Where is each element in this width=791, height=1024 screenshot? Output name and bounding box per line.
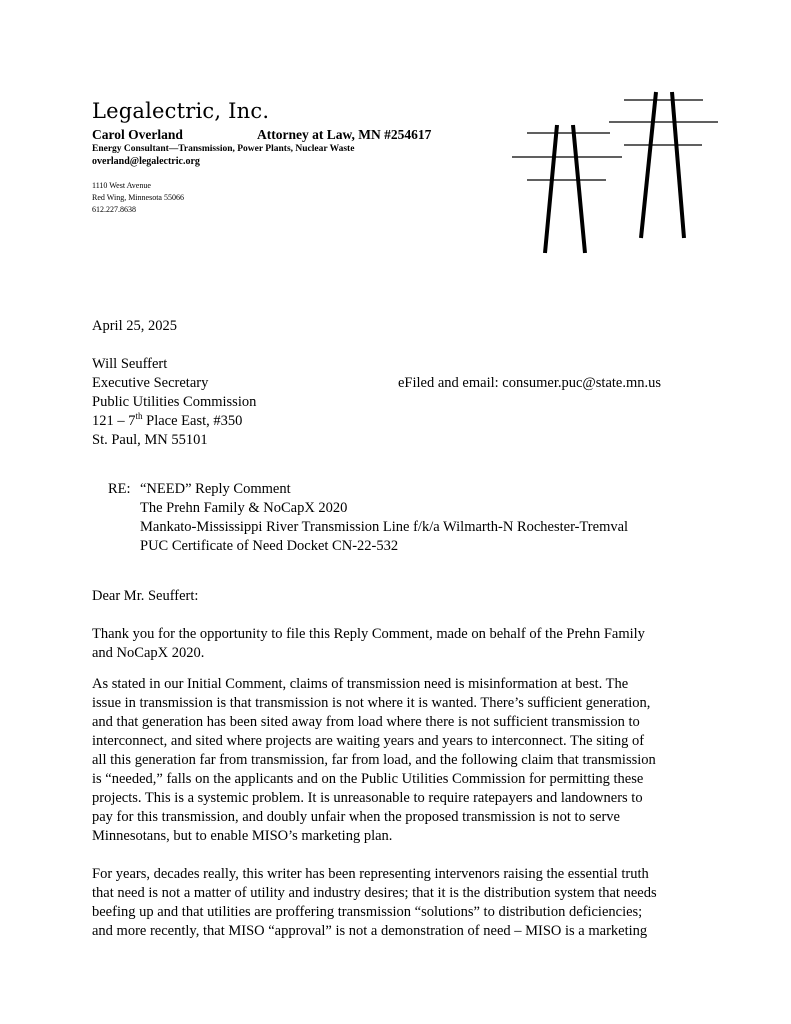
recipient-street: 121 – 7th Place East, #350 [92,411,243,429]
paragraph-line: As stated in our Initial Comment, claims of transmission need is misinformation at best. The [92,676,629,692]
letter-date: April 25, 2025 [92,318,177,334]
recipient-city: St. Paul, MN 55101 [92,432,208,448]
recipient-title: Executive Secretary [92,375,209,391]
re-line: Mankato-Mississippi River Transmission Line f/k/a Wilmarth-N Rochester-Tremval [140,519,629,535]
paragraph-line: and that generation has been sited away from load where there is not sufficient transmission to [92,714,640,730]
delivery-note: eFiled and email: consumer.puc@state.mn.us [398,375,662,391]
paragraph-line: all this generation far from transmission, far from load, and the following claim that transmission [92,752,656,768]
consultant-role: Energy Consultant—Transmission, Power Plants, Nuclear Waste [92,144,355,154]
paragraph-line: beefing up and that utilities are proffering transmission “solutions” to distribution deficiencies; [92,904,643,920]
paragraph-line: For years, decades really, this writer has been representing intervenors raising the essential truth [92,866,649,882]
re-line: PUC Certificate of Need Docket CN-22-532 [140,538,399,554]
letterhead-phone: 612.227.8638 [92,205,136,214]
paragraph-line: issue in transmission is that transmission is not where it is wanted. There’s sufficient generation, [92,695,651,711]
attorney-name: Carol Overland [92,127,183,142]
paragraph-line: interconnect, and sited where projects are waiting years and years to interconnect. The siting of [92,733,645,749]
recipient-name: Will Seuffert [92,356,168,372]
letterhead-email: overland@legalectric.org [92,156,200,167]
re-line: “NEED” Reply Comment [140,481,291,497]
re-label: RE: [108,481,131,497]
paragraph-line: Minnesotans, but to enable MISO’s marketing plan. [92,828,393,844]
power-lines [512,100,718,180]
letterhead-street: 1110 West Avenue [92,181,151,190]
tower-legs [545,92,684,253]
paragraph-line: is “needed,” falls on the applicants and on the Public Utilities Commission for permitting these [92,771,644,787]
attorney-title: Attorney at Law, MN #254617 [257,127,432,142]
paragraph-line: and more recently, that MISO “approval” is not a demonstration of need – MISO is a marketing [92,923,648,939]
transmission-tower-logo [0,0,791,300]
paragraph-line: that need is not a matter of utility and industry desires; that it is the distribution system that needs [92,885,657,901]
paragraph-line: pay for this transmission, and doubly unfair when the proposed transmission is not to serve [92,809,620,825]
paragraph-line: projects. This is a systemic problem. It is unreasonable to require ratepayers and landowners to [92,790,643,806]
paragraph-line: Thank you for the opportunity to file this Reply Comment, made on behalf of the Prehn Family [92,626,645,642]
recipient-org: Public Utilities Commission [92,394,257,410]
re-line: The Prehn Family & NoCapX 2020 [140,500,348,516]
paragraph-line: and NoCapX 2020. [92,645,205,661]
company-name: Legalectric, Inc. [92,99,270,123]
salutation: Dear Mr. Seuffert: [92,588,199,604]
letterhead-city: Red Wing, Minnesota 55066 [92,193,184,202]
